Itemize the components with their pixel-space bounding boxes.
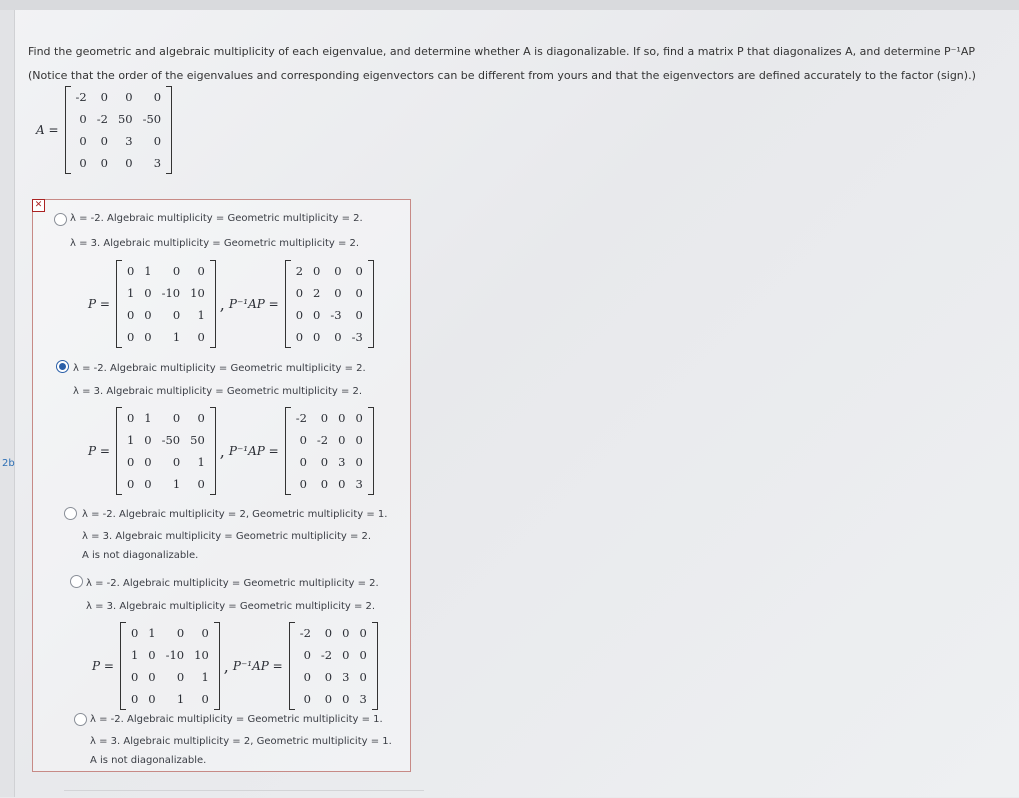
option-4-line-2: λ = 3. Algebraic multiplicity = Geometric multiplicity = 2. [86, 601, 376, 612]
matrix-cell: 0 [324, 670, 333, 684]
option-4-radio[interactable] [70, 575, 83, 588]
option-2-pap-label: P⁻¹AP = [228, 444, 279, 458]
matrix-cell: 0 [144, 330, 152, 344]
matrix-cell: -10 [161, 286, 181, 300]
matrix-cell: 0 [130, 692, 139, 706]
matrix-cell: 0 [303, 692, 311, 706]
matrix-cell: 0 [338, 411, 346, 425]
matrix-cell: 0 [100, 90, 108, 104]
matrix-cell: 1 [172, 477, 181, 491]
option-4-p-matrix [120, 622, 220, 710]
matrix-cell: 1 [144, 411, 152, 425]
matrix-cell: 0 [295, 330, 304, 344]
option-3-radio[interactable] [64, 507, 77, 520]
incorrect-mark-icon: ✕ [32, 199, 45, 212]
left-margin-bar [0, 10, 15, 797]
matrix-cell: 3 [153, 156, 162, 170]
matrix-cell: 50 [117, 112, 133, 126]
matrix-cell: 0 [126, 477, 135, 491]
matrix-cell: 10 [190, 286, 205, 300]
matrix-cell: -50 [161, 433, 181, 447]
problem-line-1: Find the geometric and algebraic multiplicity of each eigenvalue, and determine whether A is diagonalizable. If so, find a matrix P that diagonalizes A, and determine P⁻¹AP [28, 45, 975, 58]
matrix-cell: 0 [153, 90, 162, 104]
matrix-cell: 0 [79, 112, 87, 126]
matrix-cell: 0 [303, 648, 311, 662]
top-strip [0, 0, 1019, 10]
matrix-cell: 0 [144, 455, 152, 469]
option-5-line-3: A is not diagonalizable. [90, 755, 207, 766]
matrix-cell: 0 [197, 264, 205, 278]
matrix-cell: 50 [190, 433, 205, 447]
matrix-cell: 0 [197, 330, 205, 344]
matrix-cell: 0 [130, 670, 139, 684]
matrix-cell: 0 [320, 411, 329, 425]
option-3-line-2: λ = 3. Algebraic multiplicity = Geometric multiplicity = 2. [82, 531, 372, 542]
option-5-radio[interactable] [74, 713, 87, 726]
matrix-cell: 1 [130, 648, 139, 662]
matrix-cell: 0 [320, 477, 329, 491]
matrix-cell: 3 [355, 477, 363, 491]
matrix-cell: -2 [295, 411, 307, 425]
matrix-cell: 0 [324, 692, 333, 706]
option-2-p-matrix [116, 407, 216, 495]
matrix-cell: 0 [144, 477, 152, 491]
matrix-cell: 0 [338, 433, 346, 447]
matrix-cell: 0 [172, 411, 181, 425]
matrix-cell: 0 [299, 455, 307, 469]
matrix-a [65, 86, 173, 174]
matrix-a-label: A = [36, 123, 59, 137]
option-2-radio[interactable] [56, 360, 69, 373]
matrix-cell: 0 [79, 156, 87, 170]
option-2-d-matrix [285, 407, 374, 495]
problem-statement [28, 40, 998, 88]
matrix-cell: 0 [148, 692, 156, 706]
matrix-cell: -2 [299, 626, 311, 640]
option-1-matrices: P = 0 1 0 0 1 0 -10 10 0 0 0 1 0 0 1 0 , P⁻¹AP = 2 0 0 0 0 2 0 0 0 0 -3 0 0 0 0 -3 [88, 260, 374, 348]
problem-line-2: (Notice that the order of the eigenvalues and corresponding eigenvectors can be different from yours and that the eigenvectors are defined accurately to the factor (sign).) [28, 69, 976, 82]
option-2-matrices: P = 0 1 0 0 1 0 -50 50 0 0 0 1 0 0 1 0 , P⁻¹AP = -2 0 0 0 0 -2 0 0 0 0 3 0 0 0 0 3 [88, 407, 374, 495]
matrix-cell: 1 [176, 692, 185, 706]
matrix-cell: 0 [334, 286, 342, 300]
matrix-cell: 0 [172, 264, 181, 278]
matrix-cell: 1 [144, 264, 152, 278]
matrix-cell: 0 [144, 286, 152, 300]
matrix-cell: 0 [355, 264, 363, 278]
option-1-pap-label: P⁻¹AP = [228, 297, 279, 311]
matrix-cell: 0 [313, 330, 321, 344]
matrix-cell: 0 [126, 308, 135, 322]
matrix-cell: 0 [144, 308, 152, 322]
matrix-cell: 3 [125, 134, 133, 148]
matrix-cell: 0 [79, 134, 87, 148]
option-5-line-1: λ = -2. Algebraic multiplicity = Geometric multiplicity = 1. [90, 714, 383, 725]
matrix-cell: 1 [201, 670, 209, 684]
matrix-cell: 0 [201, 626, 209, 640]
option-1-radio[interactable] [54, 213, 67, 226]
matrix-cell: 0 [125, 90, 133, 104]
matrix-cell: 1 [172, 330, 181, 344]
matrix-cell: 0 [295, 308, 304, 322]
matrix-cell: 0 [334, 264, 342, 278]
option-2-line-2: λ = 3. Algebraic multiplicity = Geometric multiplicity = 2. [73, 386, 363, 397]
matrix-cell: 0 [100, 156, 108, 170]
matrix-cell: 0 [197, 477, 205, 491]
matrix-cell: -10 [165, 648, 185, 662]
matrix-cell: 0 [126, 455, 135, 469]
matrix-a-block [36, 86, 172, 174]
option-4-matrices: P = 0 1 0 0 1 0 -10 10 0 0 0 1 0 0 1 0 , P⁻¹AP = -2 0 0 0 0 -2 0 0 0 0 3 0 0 0 0 3 [92, 622, 378, 710]
matrix-cell: -2 [316, 433, 329, 447]
matrix-cell: 1 [197, 308, 205, 322]
matrix-cell: 10 [194, 648, 209, 662]
matrix-cell: 3 [359, 692, 367, 706]
option-4-pap-label: P⁻¹AP = [232, 659, 283, 673]
matrix-cell: 0 [100, 134, 108, 148]
matrix-cell: 0 [144, 433, 152, 447]
matrix-cell: 0 [153, 134, 162, 148]
matrix-cell: 2 [313, 286, 321, 300]
option-1-line-2: λ = 3. Algebraic multiplicity = Geometric multiplicity = 2. [70, 238, 360, 249]
matrix-cell: 0 [126, 330, 135, 344]
matrix-cell: 0 [295, 286, 304, 300]
option-1-p-label: P = [88, 297, 110, 311]
matrix-cell: 0 [359, 670, 367, 684]
matrix-cell: 0 [126, 264, 135, 278]
matrix-cell: 0 [359, 626, 367, 640]
matrix-cell: -3 [330, 308, 342, 322]
option-4-line-1: λ = -2. Algebraic multiplicity = Geometric multiplicity = 2. [86, 578, 379, 589]
matrix-cell: 0 [197, 411, 205, 425]
matrix-cell: 0 [148, 648, 156, 662]
matrix-cell: 0 [125, 156, 133, 170]
matrix-cell: 1 [126, 433, 135, 447]
matrix-cell: -2 [96, 112, 108, 126]
matrix-cell: -2 [320, 648, 333, 662]
matrix-cell: 0 [299, 433, 307, 447]
option-5-line-2: λ = 3. Algebraic multiplicity = 2, Geometric multiplicity = 1. [90, 736, 392, 747]
matrix-cell: 0 [342, 692, 350, 706]
matrix-cell: 0 [355, 455, 363, 469]
matrix-cell: 0 [342, 626, 350, 640]
matrix-cell: -50 [142, 112, 162, 126]
matrix-cell: 0 [299, 477, 307, 491]
matrix-cell: 1 [197, 455, 205, 469]
matrix-cell: 2 [295, 264, 304, 278]
option-3-line-3: A is not diagonalizable. [82, 550, 199, 561]
option-4-d-matrix [289, 622, 378, 710]
matrix-cell: 0 [130, 626, 139, 640]
matrix-cell: 0 [313, 308, 321, 322]
matrix-cell: 3 [338, 455, 346, 469]
matrix-cell: 0 [342, 648, 350, 662]
matrix-cell: 1 [126, 286, 135, 300]
matrix-cell: 0 [172, 308, 181, 322]
option-1-d-matrix [285, 260, 374, 348]
matrix-cell: 0 [338, 477, 346, 491]
matrix-cell: 1 [148, 626, 156, 640]
matrix-cell: 0 [176, 626, 185, 640]
matrix-cell: 3 [342, 670, 350, 684]
matrix-cell: 0 [201, 692, 209, 706]
question-number: 2b [2, 458, 15, 469]
matrix-cell: 0 [148, 670, 156, 684]
matrix-cell: 0 [303, 670, 311, 684]
option-1-line-1: λ = -2. Algebraic multiplicity = Geometric multiplicity = 2. [70, 213, 363, 224]
matrix-cell: 0 [355, 308, 363, 322]
matrix-cell: 0 [172, 455, 181, 469]
matrix-cell: 0 [324, 626, 333, 640]
matrix-cell: -3 [351, 330, 363, 344]
matrix-cell: -2 [75, 90, 87, 104]
matrix-cell: 0 [176, 670, 185, 684]
option-1-p-matrix [116, 260, 216, 348]
matrix-cell: 0 [320, 455, 329, 469]
option-4-p-label: P = [92, 659, 114, 673]
matrix-cell: 0 [355, 411, 363, 425]
matrix-cell: 0 [313, 264, 321, 278]
option-3-line-1: λ = -2. Algebraic multiplicity = 2, Geometric multiplicity = 1. [82, 509, 388, 520]
matrix-cell: 0 [126, 411, 135, 425]
matrix-cell: 0 [359, 648, 367, 662]
option-2-line-1: λ = -2. Algebraic multiplicity = Geometric multiplicity = 2. [73, 363, 366, 374]
matrix-cell: 0 [334, 330, 342, 344]
matrix-cell: 0 [355, 433, 363, 447]
matrix-cell: 0 [355, 286, 363, 300]
option-2-p-label: P = [88, 444, 110, 458]
